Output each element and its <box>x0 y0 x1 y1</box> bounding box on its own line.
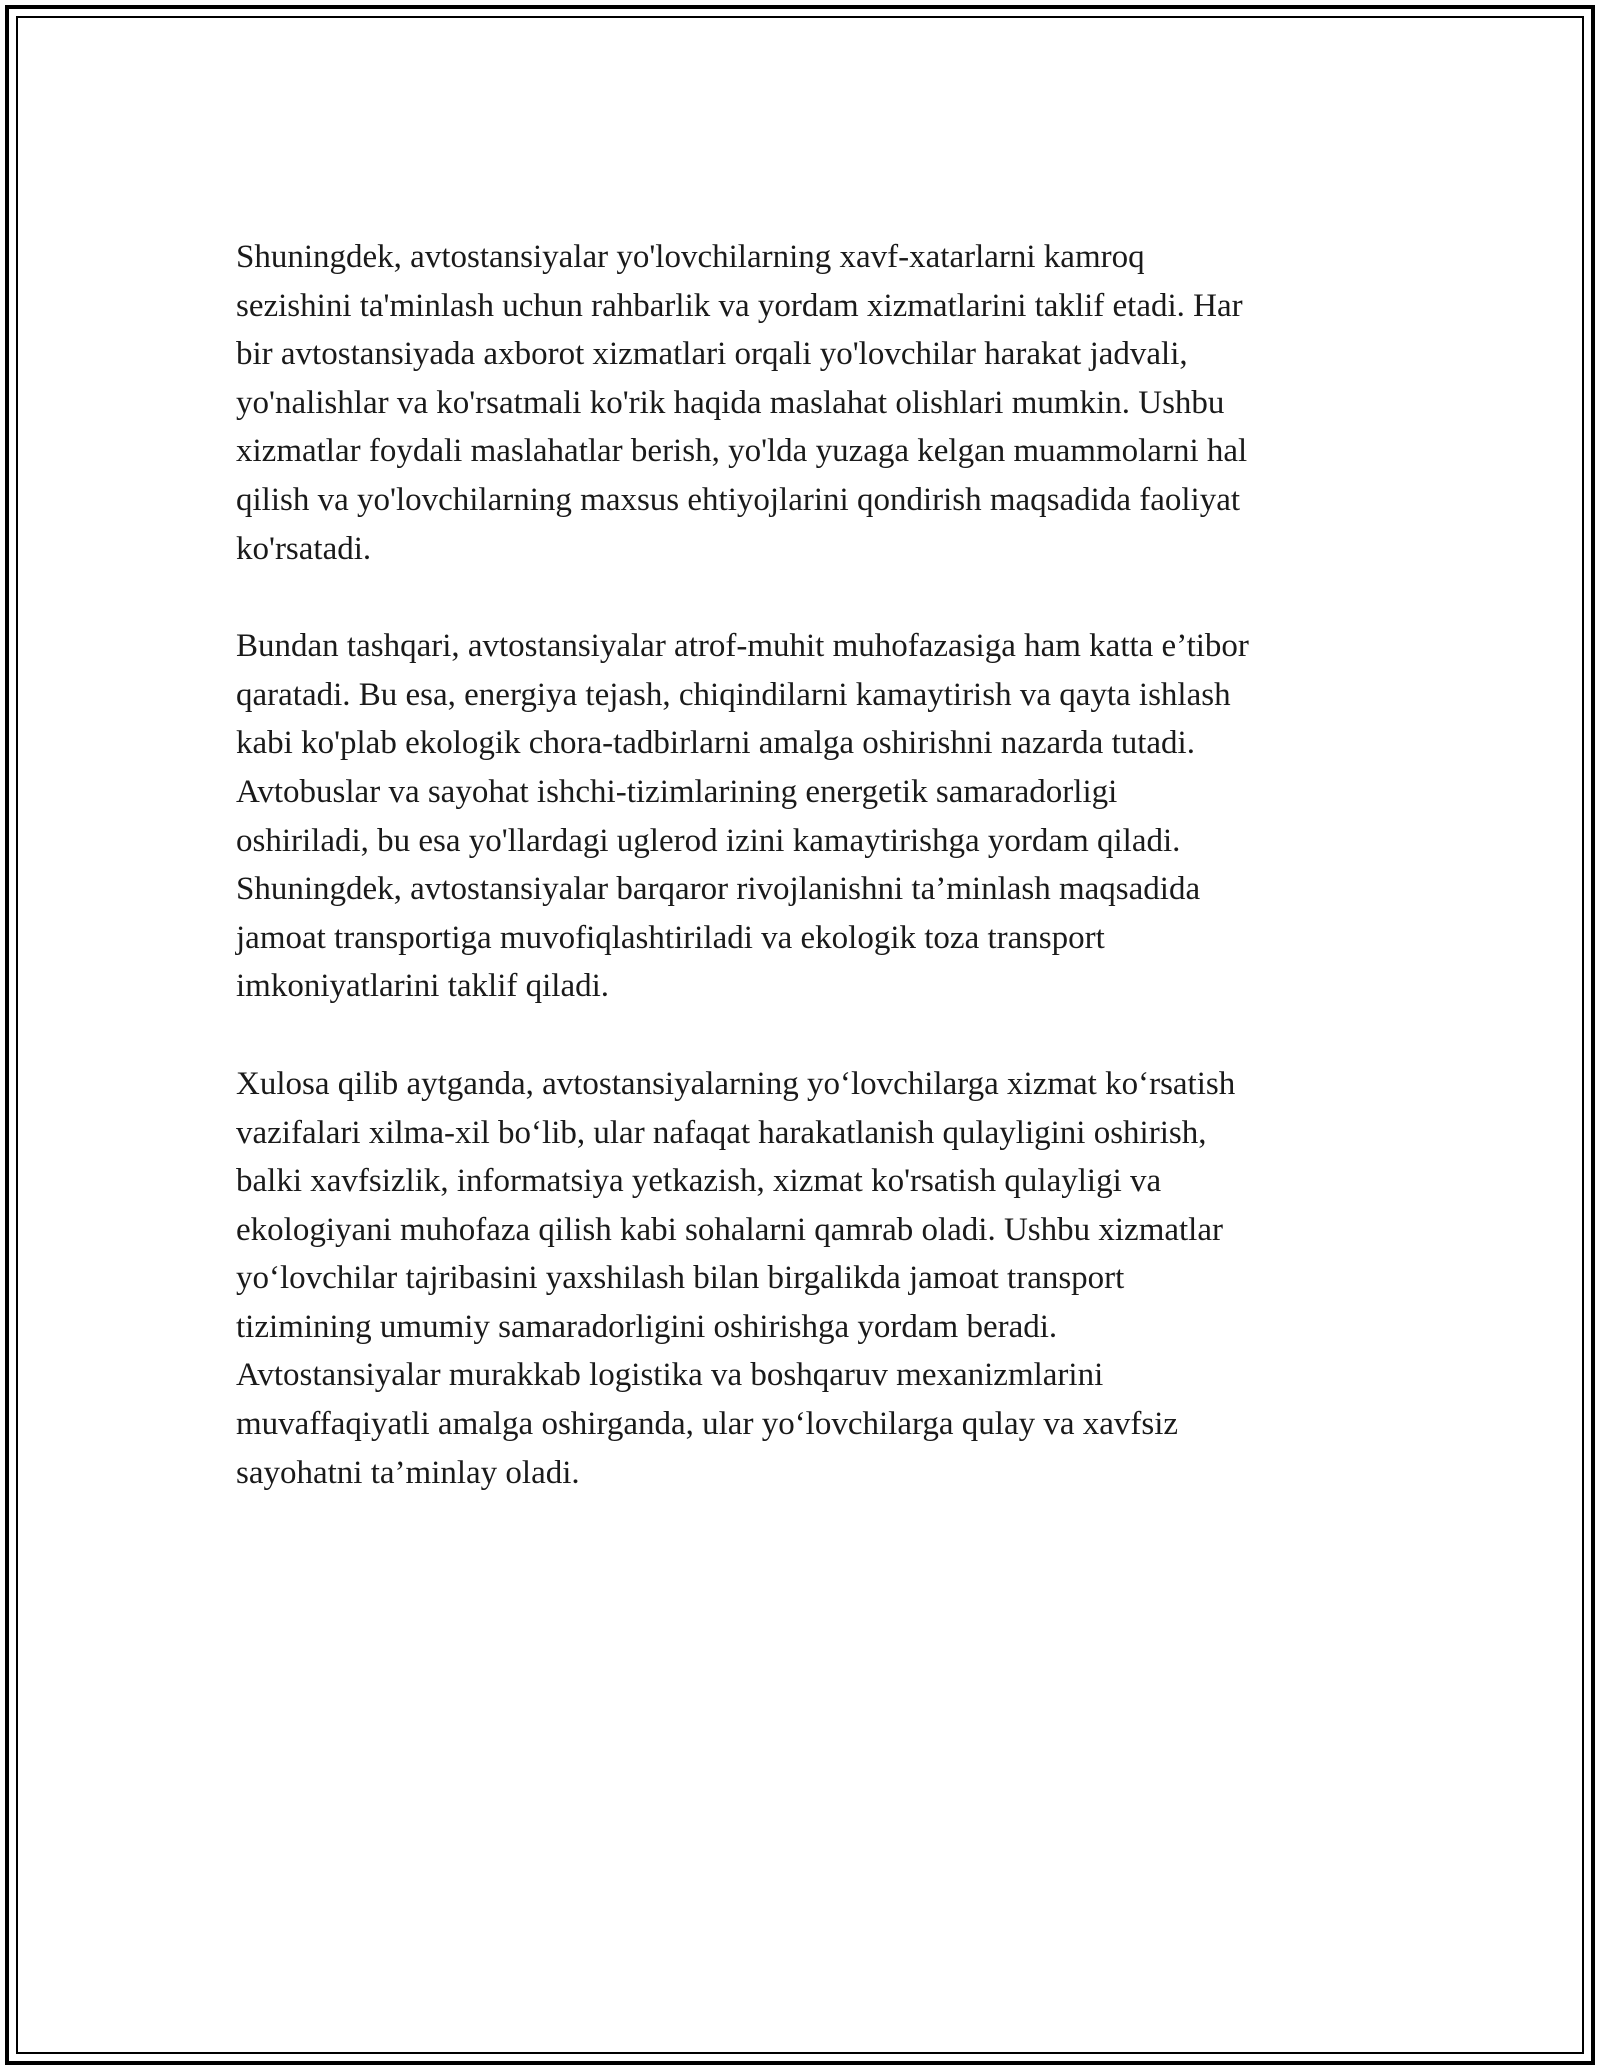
text-line: muvaffaqiyatli amalga oshirganda, ular yo‘lovchilarga qulay va xavfsiz <box>236 1406 1179 1443</box>
text-line: yo'nalishlar va ko'rsatmali ko'rik haqida maslahat olishlari mumkin. Ushbu <box>236 384 1225 421</box>
text-line: balki xavfsizlik, informatsiya yetkazish, xizmat ko'rsatish qulayligi va <box>236 1163 1162 1200</box>
text-line: Avtobuslar va sayohat ishchi-tizimlarining energetik samaradorligi <box>236 773 1118 810</box>
paragraph-2 <box>236 622 1376 1011</box>
text-line: sayohatni ta’minlay oladi. <box>236 1454 580 1491</box>
text-line: Shuningdek, avtostansiyalar barqaror rivojlanishni ta’minlash maqsadida <box>236 871 1201 908</box>
text-line: ko'rsatadi. <box>236 530 372 567</box>
text-line: ekologiyani muhofaza qilish kabi sohalarni qamrab oladi. Ushbu xizmatlar <box>236 1211 1223 1248</box>
text-line: bir avtostansiyada axborot xizmatlari orqali yo'lovchilar harakat jadvali, <box>236 336 1188 373</box>
text-line: oshiriladi, bu esa yo'llardagi uglerod izini kamaytirishga yordam qiladi. <box>236 822 1181 859</box>
text-line: qaratadi. Bu esa, energiya tejash, chiqindilarni kamaytirish va qayta ishlash <box>236 676 1231 713</box>
text-line: imkoniyatlarini taklif qiladi. <box>236 968 610 1005</box>
text-line: Bundan tashqari, avtostansiyalar atrof-muhit muhofazasiga ham katta e’tibor <box>236 628 1249 665</box>
text-line: qilish va yo'lovchilarning maxsus ehtiyojlarini qondirish maqsadida faoliyat <box>236 481 1241 518</box>
text-line: Avtostansiyalar murakkab logistika va boshqaruv mexanizmlarini <box>236 1357 1104 1394</box>
text-line: xizmatlar foydali maslahatlar berish, yo'lda yuzaga kelgan muammolarni hal <box>236 433 1248 470</box>
text-line: jamoat transportiga muvofiqlashtiriladi va ekologik toza transport <box>236 919 1105 956</box>
text-line: Xulosa qilib aytganda, avtostansiyalarning yo‘lovchilarga xizmat ko‘rsatish <box>236 1065 1236 1102</box>
text-line: yo‘lovchilar tajribasini yaxshilash bilan birgalikda jamoat transport <box>236 1260 1125 1297</box>
text-line: vazifalari xilma-xil bo‘lib, ular nafaqat harakatlanish qulayligini oshirish, <box>236 1114 1207 1151</box>
text-line: Shuningdek, avtostansiyalar yo'lovchilarning xavf-xatarlarni kamroq <box>236 239 1145 275</box>
paragraph-1 <box>236 233 1376 573</box>
text-line: kabi ko'plab ekologik chora-tadbirlarni amalga oshirishni nazarda tutadi. <box>236 725 1195 762</box>
document-body <box>236 233 1376 1546</box>
paragraph-3 <box>236 1060 1376 1497</box>
text-line: tizimining umumiy samaradorligini oshirishga yordam beradi. <box>236 1308 1058 1345</box>
text-line: sezishini ta'minlash uchun rahbarlik va yordam xizmatlarini taklif etadi. Har <box>236 287 1243 324</box>
